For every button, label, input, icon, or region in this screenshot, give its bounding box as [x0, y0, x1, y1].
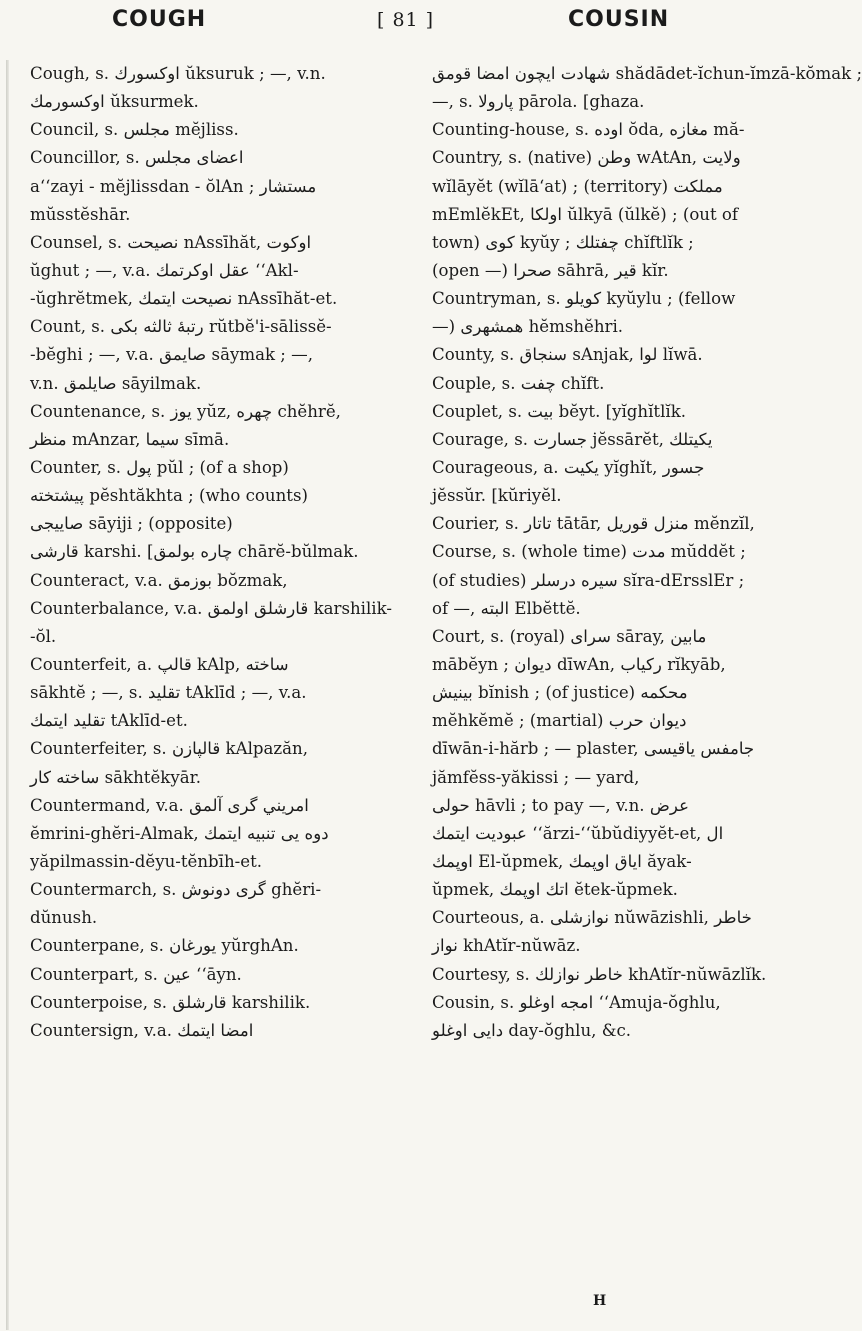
entry-line: Countermand, v.a. امريني گرى آلمق — [30, 795, 309, 815]
entry-line: Council, s. مجلس mĕjliss. — [30, 120, 239, 140]
entry-line: عبوديت ايتمك ‘‘ărzi-‘‘ŭbŭdiyyĕt-et, ال — [432, 823, 724, 843]
entry-line: Councillor, s. اعضای مجلس — [30, 148, 244, 168]
entry-line: تقليد ايتمك tAklīd-et. — [30, 711, 188, 731]
entry-line: Country, s. (native) وطن wAtAn, ولايت — [432, 148, 741, 168]
entry-line: شهادت ايچون امضا قومق shădādet-ĭchun-ĭmzā-kŏmak ; — [432, 64, 862, 83]
entry-line: mābĕyn ; ديوان dīwAn, ركياب rĭkyāb, — [432, 654, 726, 674]
page-number: [ 81 ] — [377, 9, 435, 31]
entry-line: —) همشهرى hĕmshĕhri. — [432, 317, 624, 337]
entry-line: بينيش bĭnish ; (of justice) محكمه — [432, 683, 688, 703]
entry-line: dīwān-i-hărb ; — plaster, جامفس ياقيسى — [432, 739, 755, 759]
entry-line: Courage, s. جسارت jĕssārĕt, يكيتلك — [432, 429, 713, 449]
page-gutter-shadow — [6, 60, 9, 1330]
entry-line: صاييجى sāyiji ; (opposite) — [30, 514, 233, 534]
entry-line: Counterpoise, s. قارشلق karshilik. — [30, 992, 311, 1012]
entry-line: (open —) صحرا sāhrā, قير kĭr. — [432, 260, 669, 280]
entry-line: Counterfeit, a. قالپ kAlp, ساخته — [30, 654, 289, 674]
entry-line: ŭpmek, اتك اوپمك ĕtek-ŭpmek. — [432, 880, 678, 900]
entry-line: منظر mAnzar, سيما sīmā. — [30, 429, 230, 449]
entry-line: نواز khAtĭr-nŭwāz. — [432, 936, 581, 956]
signature-mark: H — [593, 1293, 607, 1309]
entry-line: -bĕghi ; —, v.a. صايمق sāymak ; —, — [30, 345, 314, 365]
entry-line: of —, البته Elbĕttĕ. — [432, 598, 581, 618]
entry-line: jĕssŭr. [kŭriyĕl. — [432, 486, 562, 506]
entry-line: a‘‘zayi - mĕjlissdan - ŏlAn ; مستشار — [30, 176, 317, 196]
entry-line: Courier, s. تاتار tātār, منزل قوريل mĕnzĭl, — [432, 514, 755, 534]
left-column — [30, 60, 392, 1045]
entry-line: sākhtĕ ; —, s. تقليد tAklīd ; —, v.a. — [30, 683, 307, 703]
entry-line: Counting-house, s. اوده ŏda, مغازه mă- — [432, 120, 745, 140]
entry-line: Counterpart, s. عين ‘‘āyn. — [30, 964, 242, 984]
entry-line: Counsel, s. نصيحت nAssīhăt, اوكوت — [30, 232, 312, 252]
entry-line: پيشتخته pĕshtăkhta ; (who counts) — [30, 486, 308, 506]
entry-line: yăpilmassin-dĕyu-tĕnbīh-et. — [30, 851, 263, 871]
entry-line: Countenance, s. يوز yŭz, چهره chĕhrĕ, — [30, 401, 341, 421]
running-header — [0, 0, 800, 50]
entry-line: Couple, s. چفت chĭft. — [432, 373, 605, 393]
entry-line: mŭsstĕshār. — [30, 204, 131, 224]
entry-line: ŭghut ; —, v.a. عقل اوكرتمك ‘‘Akl- — [30, 260, 299, 280]
entry-line: Courtesy, s. خاطر نوازلك khAtĭr-nŭwāzlĭk. — [432, 964, 767, 984]
entry-line: mEmlĕkEt, اولكا ŭlkyā (ŭlkĕ) ; (out of — [432, 204, 739, 224]
entry-line: County, s. سنجاق sAnjak, لوا lĭwā. — [432, 345, 703, 365]
entry-line: Counteract, v.a. بوزمق bŏzmak, — [30, 570, 288, 590]
entry-line: Counterfeiter, s. قالپازن kAlpazăn, — [30, 739, 309, 759]
entry-line: اوكسورمك ŭksurmek. — [30, 92, 199, 112]
entry-line: Couplet, s. بيت bĕyt. [yĭghĭtlĭk. — [432, 401, 687, 421]
entry-line: -ŏl. — [30, 626, 57, 646]
entry-line: ساخته كار sākhtĕkyār. — [30, 767, 201, 787]
entry-line: —, s. پارولا pārola. [ghaza. — [432, 92, 645, 112]
entry-line: ĕmrini-ghĕri-Almak, دوه يى تنبيه ايتمك — [30, 823, 329, 843]
entry-line: Cough, s. اوكسورك ŭksuruk ; —, v.n. — [30, 64, 326, 83]
entry-line: دايى اوغلو day-ŏghlu, &c. — [432, 1020, 632, 1040]
entry-line: Counterpane, s. يورغان yŭrghAn. — [30, 936, 299, 956]
entry-line: Countryman, s. كويلو kyŭylu ; (fellow — [432, 289, 736, 309]
entry-line: Counter, s. پول pŭl ; (of a shop) — [30, 457, 289, 477]
entry-line: اوپمك El-ŭpmek, اياق اوپمك ăyak- — [432, 851, 692, 871]
right-column — [432, 60, 862, 1045]
entry-line: -ŭghrĕtmek, نصيحت ايتمك nAssīhăt-et. — [30, 289, 338, 309]
entry-line: Countermarch, s. گرى دونوش ghĕri- — [30, 880, 322, 900]
entry-line: Cousin, s. امجه اوغلو ‘‘Amuja-ŏghlu, — [432, 992, 721, 1012]
entry-line: dŭnush. — [30, 908, 98, 928]
entry-line: Courageous, a. يكيت yĭghĭt, جسور — [432, 457, 705, 477]
header-left-word: COUGH — [112, 7, 207, 32]
header-right-word: COUSIN — [568, 7, 670, 32]
entry-line: قارشى karshi. [چاره بولمق chārĕ-bŭlmak. — [30, 542, 359, 562]
entry-line: jămfĕss-yăkissi ; — yard, — [432, 767, 640, 787]
entry-line: Courteous, a. نوازشلى nŭwāzishli, خاطر — [432, 908, 752, 928]
entry-line: town) كوى kyŭy ; چفتلك chĭftlĭk ; — [432, 232, 694, 252]
entry-line: (of studies) سيره درسلر sĭra-dErsslEr ; — [432, 570, 745, 590]
entry-line: wĭlāyĕt (wĭlā‘at) ; (territory) مملكت — [432, 176, 723, 196]
entry-line: Counterbalance, v.a. قارشلق اولمق karshilik- — [30, 598, 392, 618]
entry-line: mĕhkĕmĕ ; (martial) ديوان حرب — [432, 711, 687, 731]
entry-line: Course, s. (whole time) مدت mŭddĕt ; — [432, 542, 746, 562]
entry-line: Countersign, v.a. امضا ايتمك — [30, 1020, 254, 1040]
entry-line: Count, s. رتبهٔ ثالثه بكى rŭtbĕ'i-sālissĕ- — [30, 317, 332, 337]
entry-line: حولى hāvli ; to pay —, v.n. عرض — [432, 795, 689, 815]
entry-line: v.n. صايلمق sāyilmak. — [30, 373, 202, 393]
entry-line: Court, s. (royal) سراى sāray, مابين — [432, 626, 707, 646]
